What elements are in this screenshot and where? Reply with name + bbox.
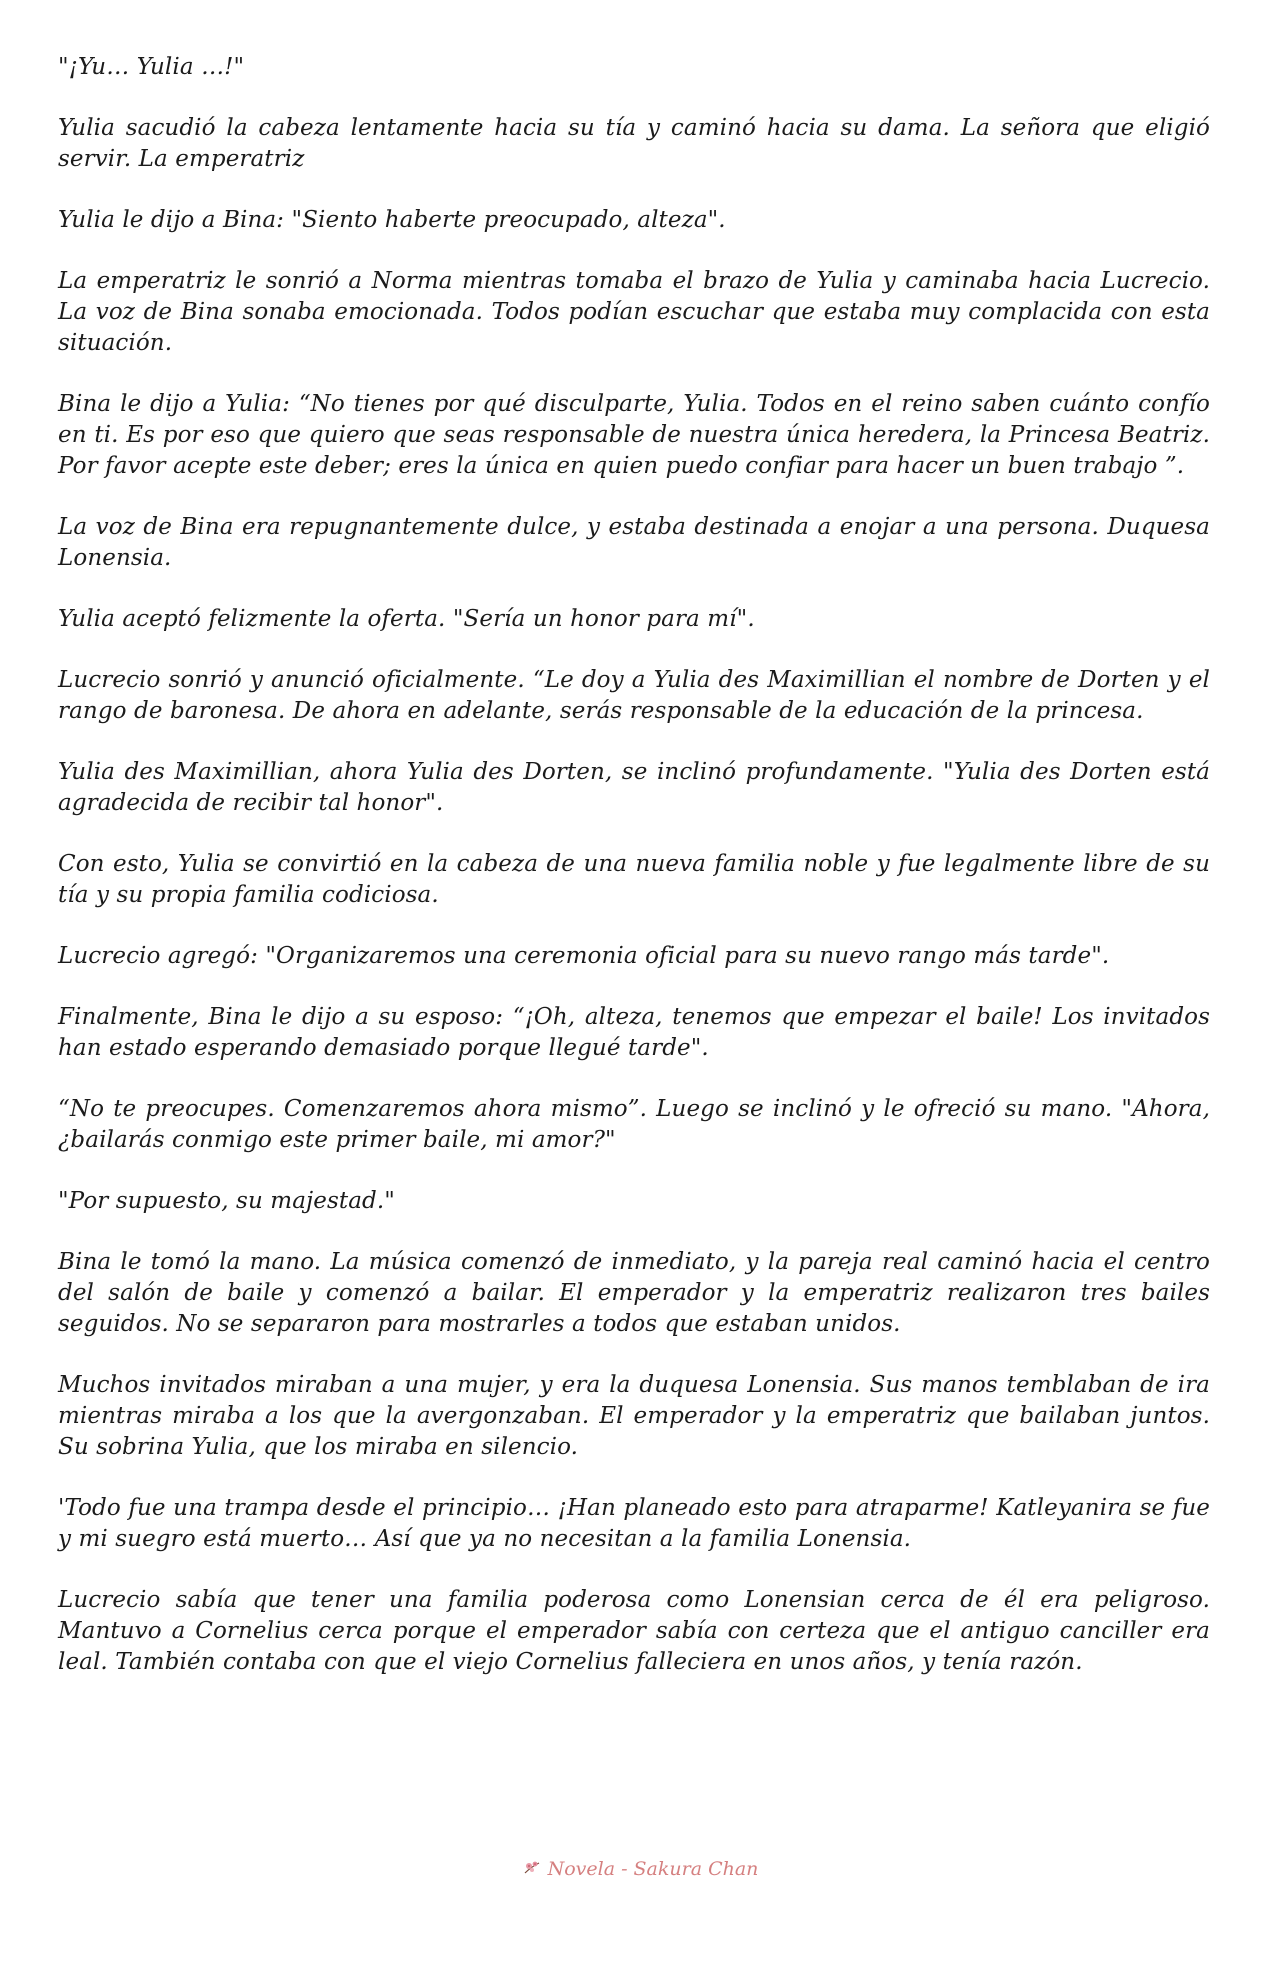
watermark-text: Novela - Sakura Chan (547, 1858, 759, 1880)
paragraph: Yulia aceptó felizmente la oferta. "Sería un honor para mí". (58, 606, 755, 632)
paragraph: La voz de Bina era repugnantemente dulce, y estaba destinada a enojar a una persona. Duquesa Lonensia. (58, 514, 1210, 571)
paragraph: Bina le tomó la mano. La música comenzó de inmediato, y la pareja real caminó hacia el centro del salón de baile y comenzó a bailar. El emperador y la emperatriz realizaron tres bailes seguidos. No se separaron para mostrarles a todos que estaban unidos. (58, 1249, 1210, 1337)
paragraph: La emperatriz le sonrió a Norma mientras tomaba el brazo de Yulia y caminaba hacia Lucrecio. La voz de Bina sonaba emocionada. Todos podían escuchar que estaba muy complacida con esta situación. (58, 268, 1210, 356)
watermark (0, 1858, 1280, 1880)
cherry-blossom-icon (522, 1858, 542, 1878)
paragraph: Lucrecio sabía que tener una familia poderosa como Lonensian cerca de él era peligroso. Mantuvo a Cornelius cerca porque el emperador sabía con certeza que el antiguo canciller era leal. También contaba con que el viejo Cornelius falleciera en unos años, y tenía razón. (58, 1587, 1210, 1675)
paragraph: “No te preocupes. Comenzaremos ahora mismo”. Luego se inclinó y le ofreció su mano. "Ahora, ¿bailarás conmigo este primer baile, mi amor?" (58, 1096, 1210, 1153)
document-page (58, 52, 1210, 1708)
paragraph: Finalmente, Bina le dijo a su esposo: “¡Oh, alteza, tenemos que empezar el baile! Los invitados han estado esperando demasiado porque llegué tarde". (58, 1004, 1210, 1061)
paragraph: Muchos invitados miraban a una mujer, y era la duquesa Lonensia. Sus manos temblaban de ira mientras miraba a los que la avergonzaban. El emperador y la emperatriz que bailaban juntos. Su sobrina Yulia, que los miraba en silencio. (58, 1372, 1210, 1460)
paragraph: Yulia le dijo a Bina: "Siento haberte preocupado, alteza". (58, 207, 726, 233)
paragraph: Con esto, Yulia se convirtió en la cabeza de una nueva familia noble y fue legalmente libre de su tía y su propia familia codiciosa. (58, 851, 1210, 908)
paragraph: "¡Yu… Yulia …!" (58, 54, 245, 80)
paragraph: "Por supuesto, su majestad." (58, 1188, 395, 1214)
paragraph: Yulia des Maximillian, ahora Yulia des Dorten, se inclinó profundamente. "Yulia des Dorten está agradecida de recibir tal honor". (58, 759, 1210, 816)
paragraph: 'Todo fue una trampa desde el principio… ¡Han planeado esto para atraparme! Katleyanira se fue y mi suegro está muerto… Así que ya no necesitan a la familia Lonensia. (58, 1495, 1210, 1552)
paragraph: Lucrecio sonrió y anunció oficialmente. “Le doy a Yulia des Maximillian el nombre de Dorten y el rango de baronesa. De ahora en adelante, serás responsable de la educación de la princesa. (58, 667, 1210, 724)
paragraph: Lucrecio agregó: "Organizaremos una ceremonia oficial para su nuevo rango más tarde". (58, 943, 1110, 969)
paragraph: Yulia sacudió la cabeza lentamente hacia su tía y caminó hacia su dama. La señora que eligió servir. La emperatriz (58, 115, 1210, 172)
paragraph: Bina le dijo a Yulia: “No tienes por qué disculparte, Yulia. Todos en el reino saben cuánto confío en ti. Es por eso que quiero que seas responsable de nuestra única heredera, la Princesa Beatriz. Por favor acepte este deber; eres la única en quien puedo confiar para hacer un buen trabajo ”. (58, 391, 1210, 479)
